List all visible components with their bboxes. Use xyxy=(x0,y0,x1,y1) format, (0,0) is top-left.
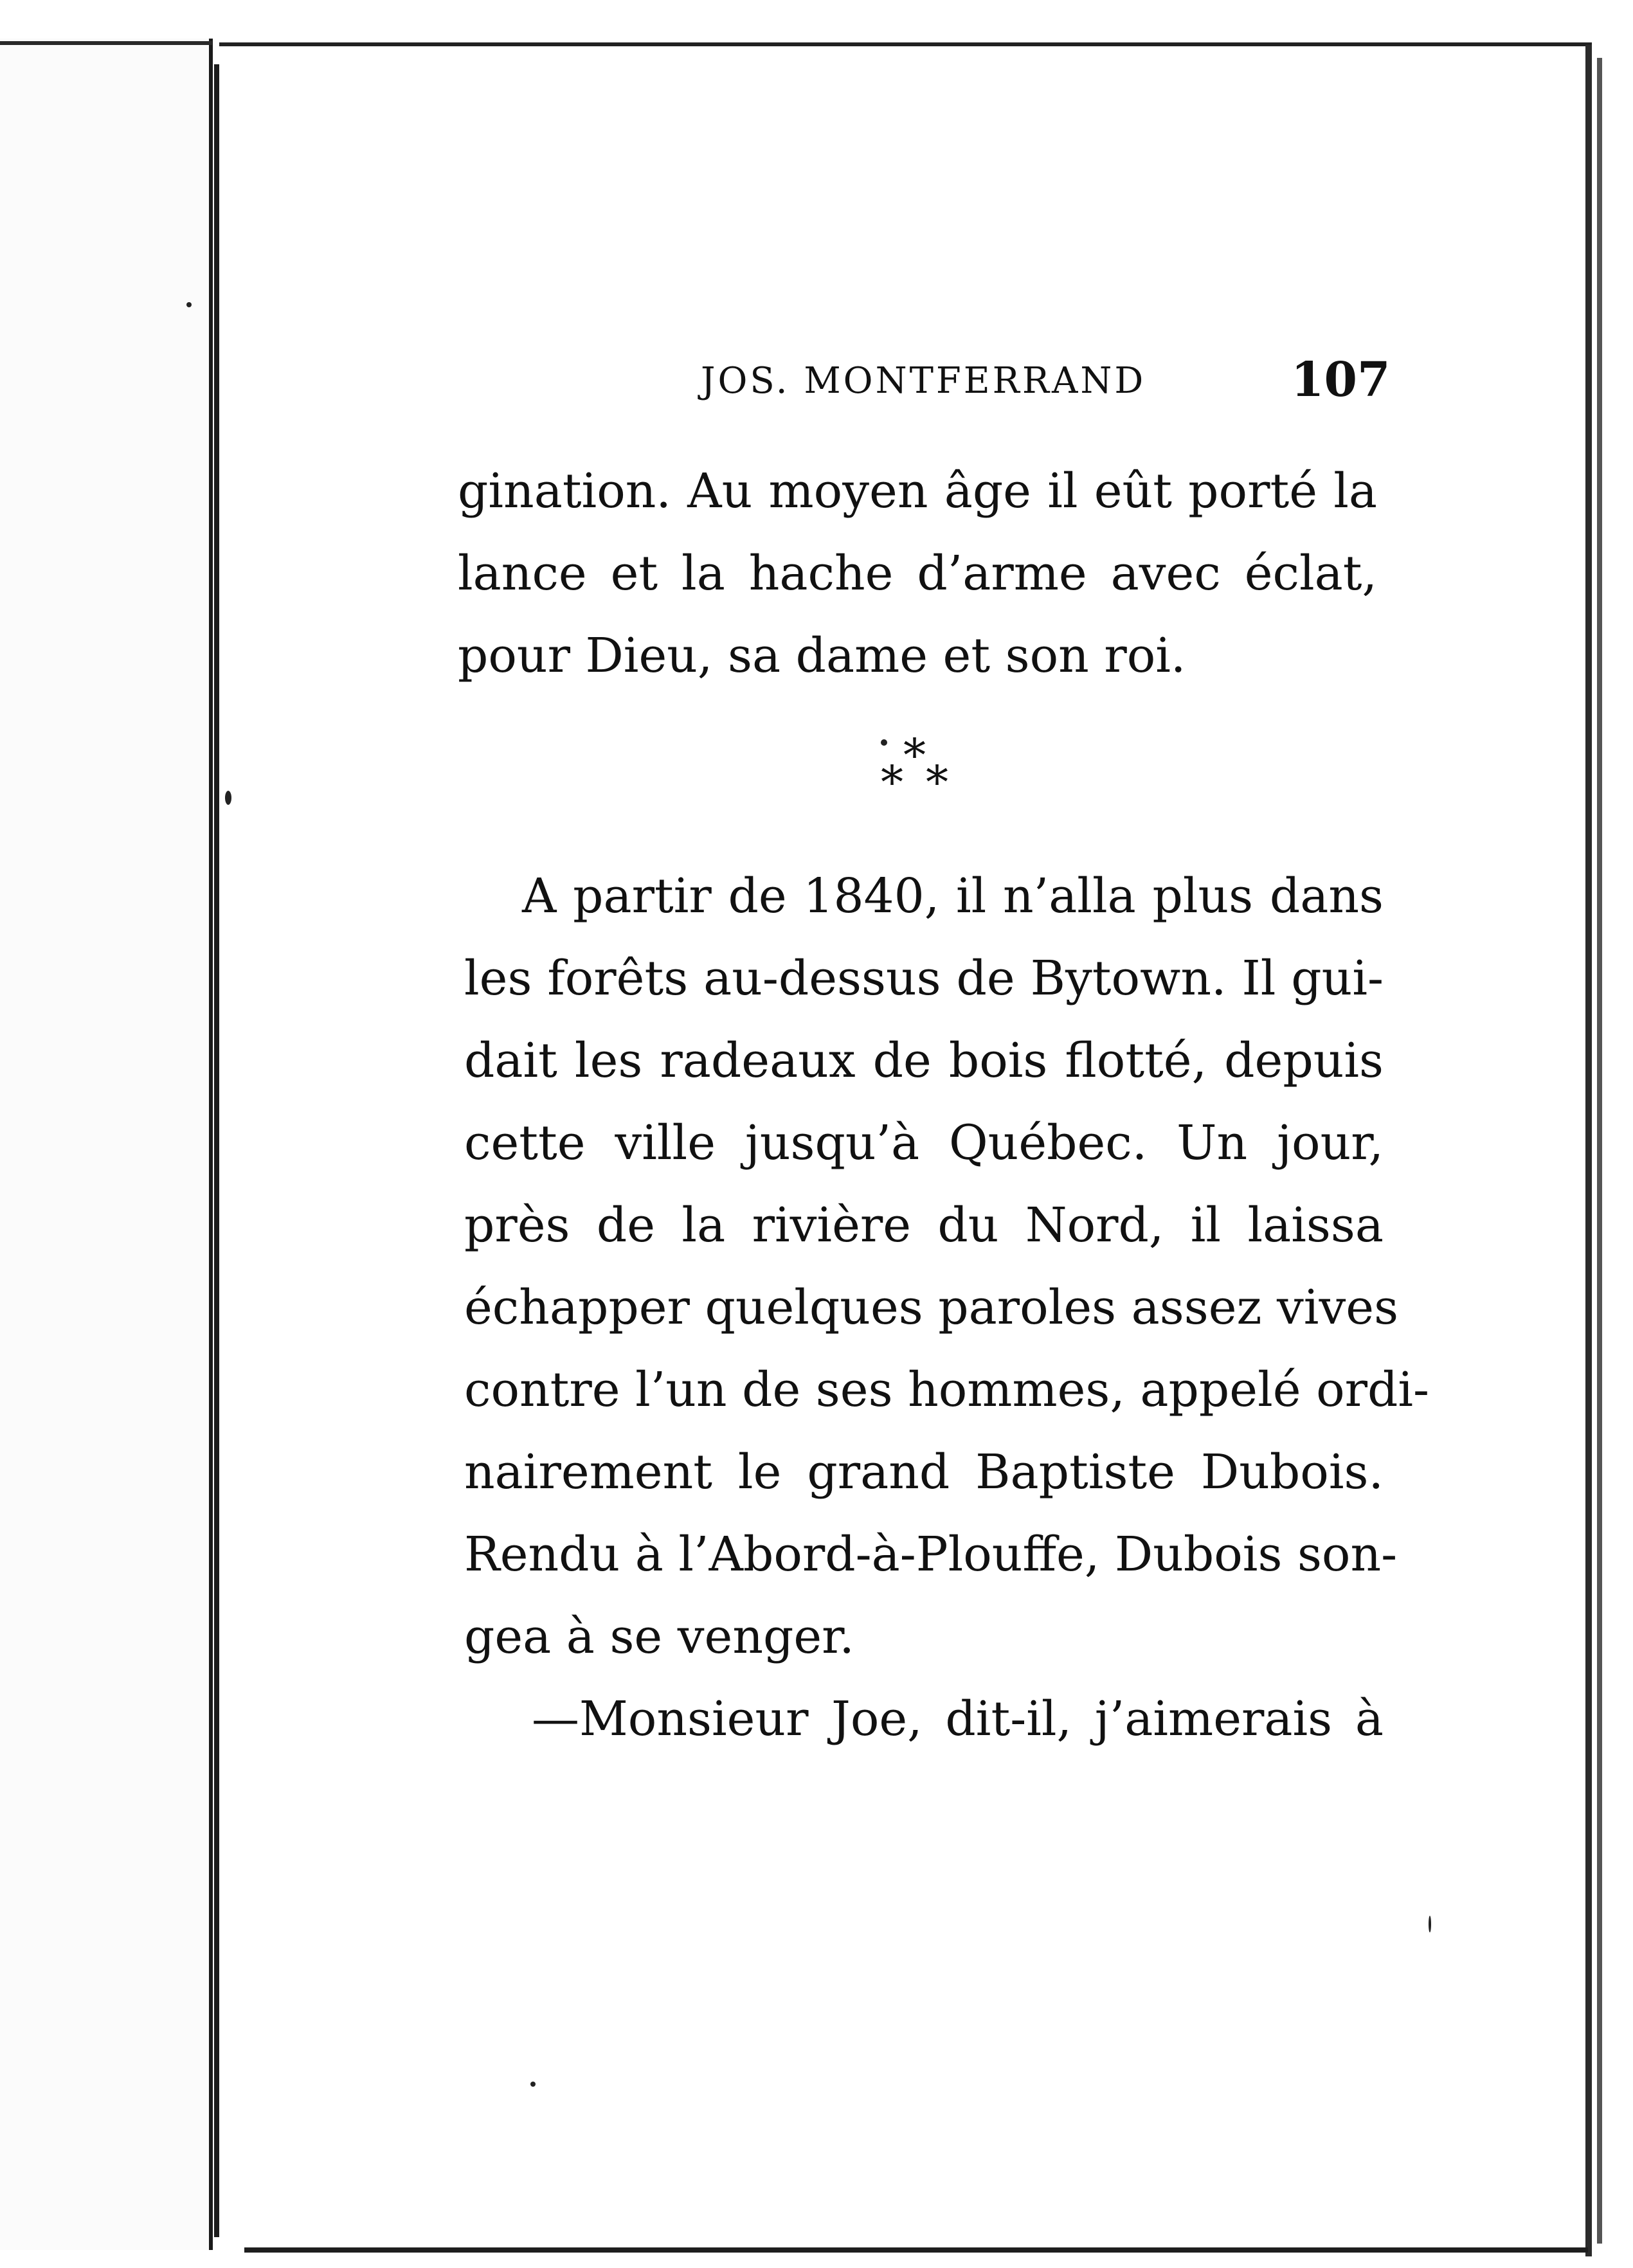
page-number: 107 xyxy=(1291,352,1391,408)
text-line: gea à se venger. xyxy=(464,1609,854,1664)
text-line: dait les radeaux de bois flotté, depuis xyxy=(464,1033,1384,1088)
asterism-star: * xyxy=(881,756,903,809)
text-line: gination. Au moyen âge il eût porté la xyxy=(458,464,1377,519)
section-separator xyxy=(868,729,971,816)
text-line: nairement le grand Baptiste Dubois. xyxy=(464,1444,1384,1500)
paragraph xyxy=(464,855,1430,1678)
dust-speck xyxy=(1429,1916,1431,1932)
text-line: A partir de 1840, il n’alla plus dans xyxy=(522,869,1384,924)
text-line: —Monsieur Joe, dit-il, j’aimerais à xyxy=(532,1691,1384,1747)
text-line: lance et la hache d’arme avec éclat, xyxy=(458,546,1377,601)
text-line: près de la rivière du Nord, il laissa xyxy=(464,1198,1384,1253)
asterism-star: * xyxy=(903,729,926,782)
dust-speck xyxy=(186,302,192,307)
facing-page-top-edge xyxy=(0,41,212,45)
paragraph xyxy=(464,1678,1384,1760)
asterism-star: * xyxy=(926,756,948,809)
running-head-title: JOS. MONTFERRAND xyxy=(701,360,1146,402)
paragraph xyxy=(458,450,1377,697)
dust-speck xyxy=(225,791,231,805)
text-line: pour Dieu, sa dame et son roi. xyxy=(458,628,1186,683)
text-line: contre l’un de ses hommes, appelé ordi- xyxy=(464,1362,1430,1418)
text-line: cette ville jusqu’à Québec. Un jour, xyxy=(464,1115,1384,1171)
page-right-edge xyxy=(1585,45,1592,2256)
text-line: échapper quelques paroles assez vives xyxy=(464,1280,1399,1335)
page-stack-edge xyxy=(1597,58,1602,2244)
book-spine xyxy=(214,64,219,2237)
page-bottom-edge xyxy=(244,2247,1588,2253)
text-line: Rendu à l’Abord-à-Plouffe, Dubois son- xyxy=(464,1527,1398,1582)
facing-page-edge xyxy=(0,39,213,2250)
dust-speck xyxy=(530,2082,536,2087)
text-line: les forêts au-dessus de Bytown. Il gui- xyxy=(464,951,1384,1006)
